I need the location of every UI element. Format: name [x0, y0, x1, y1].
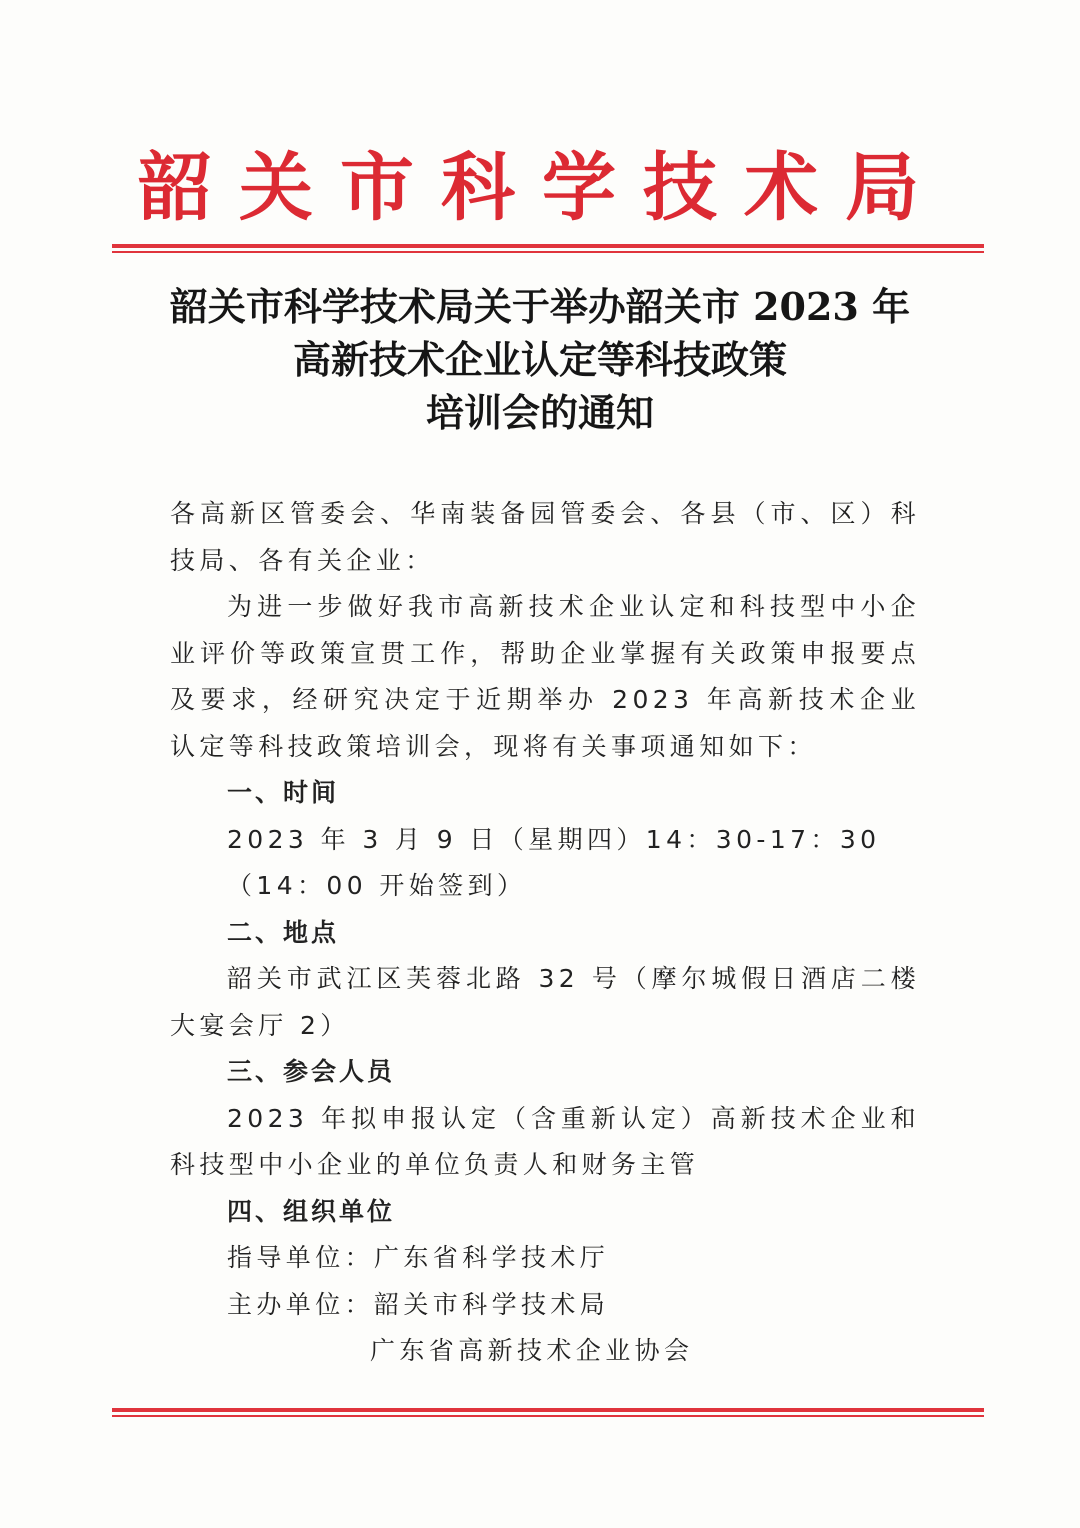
host-unit-2: 广东省高新技术企业协会 — [370, 1336, 694, 1365]
host-unit: 主办单位：韶关市科学技术局 — [227, 1289, 610, 1319]
header-rule-thin — [112, 251, 984, 253]
document-body — [170, 491, 920, 1375]
title-line-2: 高新技术企业认定等科技政策 — [292, 337, 787, 382]
guide-unit: 指导单位：广东省科学技术厅 — [227, 1243, 610, 1272]
title-line-1: 韶关市科学技术局关于举办韶关市 2023 年 — [169, 284, 911, 329]
intro-paragraph: 为进一步做好我市高新技术企业认定和科技型中小企业评价等政策宣贯工作，帮助企业掌握有关政策申报要点及要求，经研究决定于近期举办 2023 年高新技术企业认定等科技政策培训会，现将有关事项通知如下： — [170, 592, 920, 761]
recipients: 各高新区管委会、华南装备园管委会、各县（市、区）科技局、各有关企业： — [170, 499, 920, 575]
header-rule-thick — [112, 244, 984, 248]
header-red-rule — [112, 244, 984, 253]
section-time-heading: 一、时间 — [227, 778, 340, 807]
footer-rule-thick — [112, 1408, 984, 1412]
place-text: 韶关市武江区芙蓉北路 32 号（摩尔城假日酒店二楼大宴会厅 2） — [170, 964, 920, 1040]
document-title — [110, 280, 970, 439]
attendees-text: 2023 年拟申报认定（含重新认定）高新技术企业和科技型中小企业的单位负责人和财务主管 — [170, 1103, 920, 1179]
footer-rule-thin — [112, 1415, 984, 1417]
section-organizers-heading: 四、组织单位 — [227, 1196, 396, 1226]
section-place-heading: 二、地点 — [227, 917, 340, 947]
title-line-3: 培训会的通知 — [425, 390, 654, 435]
time-line-1: 2023 年 3 月 9 日（星期四）14：30-17：30 — [227, 824, 881, 854]
footer-red-rule — [112, 1408, 984, 1417]
org-header: 韶关市科学技术局 — [138, 145, 946, 231]
section-attendees-heading: 三、参会人员 — [227, 1057, 396, 1086]
time-line-2: （14：00 开始签到） — [227, 871, 527, 900]
